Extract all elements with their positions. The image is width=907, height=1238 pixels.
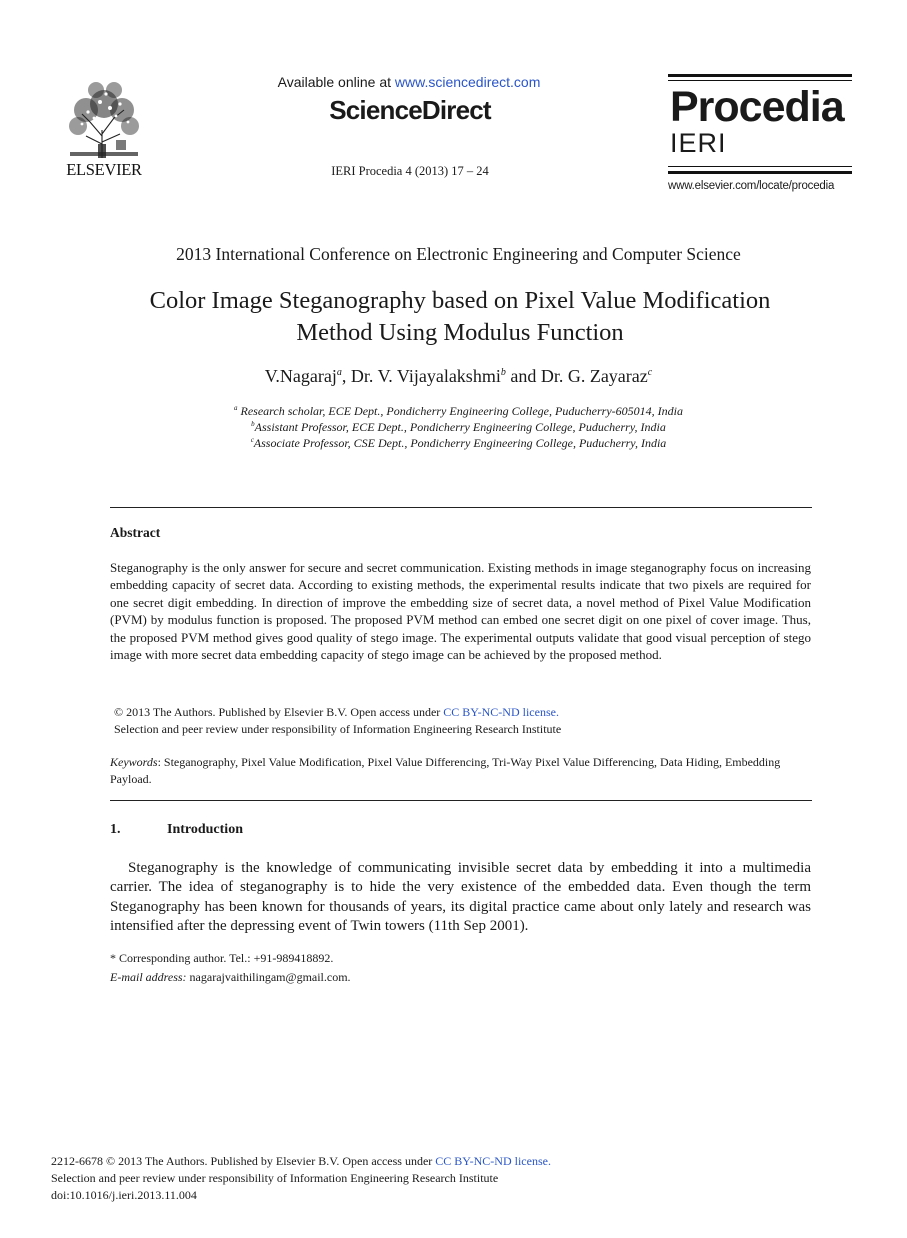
author-name: Dr. G. Zayaraz	[540, 366, 648, 386]
section-heading-introduction	[110, 822, 243, 838]
author-mark: b	[500, 367, 506, 378]
email-line	[110, 968, 810, 987]
abstract-bottom-rule	[110, 800, 812, 801]
elsevier-wordmark: ELSEVIER	[66, 160, 142, 178]
affiliation-c	[0, 436, 907, 451]
elsevier-logo	[56, 74, 152, 178]
affiliation-a	[0, 404, 907, 419]
copyright-notice	[114, 704, 814, 738]
peer-review-line: Selection and peer review under responsibility of Information Engineering Research Institute	[114, 722, 562, 736]
abstract-heading: Abstract	[110, 525, 161, 540]
procedia-name: Procedia	[670, 83, 844, 131]
author-mark: c	[647, 367, 653, 378]
sciencedirect-link[interactable]: www.sciencedirect.com	[394, 74, 541, 90]
footer-copyright-line	[51, 1153, 851, 1170]
journal-reference: IERI Procedia 4 (2013) 17 – 24	[331, 164, 489, 178]
author-name: V.Nagaraj	[264, 366, 337, 386]
author-mark: a	[336, 367, 342, 378]
license-link[interactable]: CC BY-NC-ND license.	[443, 705, 559, 719]
footnotes	[110, 949, 810, 987]
page-footer	[51, 1153, 851, 1204]
abstract-text: Steganography is the only answer for secure and secret communication. Existing methods in image steganography focus on increasing embedding capacity of secret data. According to existing methods, the experimental results indicate that two pixels are required for one secret digit embedding. In direction of improve the embedding size of secret data, a novel method of Pixel Value Modification (PVM) by modulus function is proposed. The proposed PVM method can embed one secret digit on one pixel of cover image. Thus, the proposed PVM method gives good quality of stego image. The experimental outputs validate that good visual perception of stego image with more secret data embedding capacity of stego image can be achieved by the proposed method.	[110, 560, 811, 663]
abstract-top-rule	[110, 507, 812, 508]
affiliation-mark: a	[234, 404, 238, 412]
footer-copyright-text: 2212-6678 © 2013 The Authors. Published by Elsevier B.V. Open access under	[51, 1154, 436, 1168]
paper-title-line-2: Method Using Modulus Function	[296, 319, 624, 346]
author-list	[0, 366, 907, 387]
email-address[interactable]: nagarajvaithilingam@gmail.com.	[186, 970, 351, 984]
keywords-label: Keywords	[110, 755, 158, 769]
procedia-rule-top-thin	[668, 80, 852, 81]
conference-name: 2013 International Conference on Electronic Engineering and Computer Science	[176, 244, 741, 264]
available-online	[268, 74, 550, 90]
copyright-line	[114, 704, 814, 721]
affiliation-mark: b	[251, 420, 255, 428]
procedia-rule-bottom	[668, 171, 852, 174]
procedia-rule-bottom-thin	[668, 166, 852, 167]
footer-peer-review: Selection and peer review under responsibility of Information Engineering Research Institute	[51, 1171, 499, 1185]
keywords	[110, 754, 811, 787]
corresponding-author: * Corresponding author. Tel.: +91-989418892.	[110, 951, 334, 965]
keywords-text: : Steganography, Pixel Value Modification, Pixel Value Differencing, Tri-Way Pixel Value Differencing, Data Hiding, Embedding Payload.	[110, 755, 781, 786]
procedia-sub: IERI	[670, 128, 727, 158]
section-number: 1.	[110, 822, 121, 837]
affiliation-text: Assistant Professor, ECE Dept., Pondicherry Engineering College, Puducherry, India	[254, 420, 666, 434]
footer-license-link[interactable]: CC BY-NC-ND license.	[435, 1154, 551, 1168]
author-name: Dr. V. Vijayalakshmi	[350, 366, 501, 386]
procedia-logo	[668, 74, 852, 176]
available-online-label: Available online at	[277, 74, 395, 90]
affiliation-b	[0, 420, 907, 435]
copyright-text: © 2013 The Authors. Published by Elsevier B.V. Open access under	[114, 705, 444, 719]
email-label: E-mail address:	[110, 970, 187, 984]
affiliation-mark: c	[250, 436, 254, 444]
footer-doi[interactable]: doi:10.1016/j.ieri.2013.11.004	[51, 1188, 197, 1202]
journal-url[interactable]: www.elsevier.com/locate/procedia	[668, 180, 835, 192]
sciencedirect-logo: ScienceDirect	[329, 95, 491, 125]
section-title: Introduction	[167, 822, 243, 837]
affiliation-text: Associate Professor, CSE Dept., Pondicherry Engineering College, Puducherry, India	[253, 436, 667, 450]
affiliation-text: Research scholar, ECE Dept., Pondicherry Engineering College, Puducherry-605014, India	[237, 404, 683, 418]
author-separator: and	[505, 366, 541, 386]
introduction-body	[110, 859, 811, 936]
author-separator: ,	[341, 366, 351, 386]
paper-title-line-1: Color Image Steganography based on Pixel Value Modification	[149, 287, 771, 314]
procedia-rule-top	[668, 74, 852, 77]
paper-title	[90, 285, 830, 349]
elsevier-tree-icon	[56, 74, 152, 178]
introduction-paragraph: Steganography is the knowledge of communicating invisible secret data by embedding it into a multimedia carrier. The idea of steganography is to hide the very existence of the embedded data. Even though the term Steganography has been known for thousands of years, its digital practice came about only lately and research was intensified after the depressing event of Twin towers (11th Sep 2001).	[110, 860, 811, 934]
